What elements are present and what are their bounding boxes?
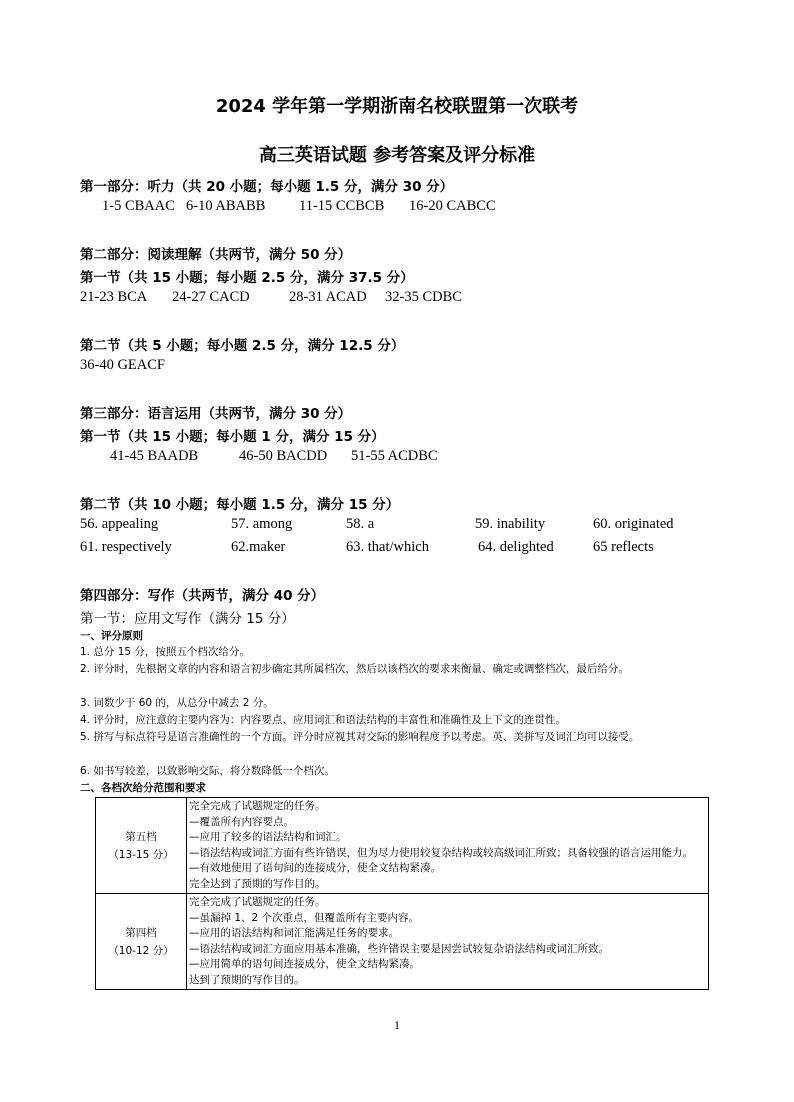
cloze-answer: 56. appealing (80, 516, 159, 532)
level-line: 完全达到了预期的写作目的。 (189, 877, 326, 890)
answer-group: 32-35 CDBC (385, 289, 462, 305)
level-description (187, 894, 709, 990)
level-line: —语法结构或词汇方面有些许错误，但为尽力使用较复杂结构或较高级词汇所致；具备较强的语言运用能力。 (189, 846, 693, 859)
level-name: 第五档 (125, 830, 157, 843)
level-cell (96, 894, 187, 990)
answer-group: 6-10 ABABB (186, 198, 266, 214)
answer-group: 41-45 BAADB (110, 448, 199, 464)
part3-section1-heading: 第一节（共 15 小题；每小题 1 分，满分 15 分） (80, 429, 385, 445)
cloze-answer: 59. inability (475, 516, 546, 532)
part2-section1-heading: 第一节（共 15 小题；每小题 2.5 分，满分 37.5 分） (80, 270, 414, 286)
table-row (96, 894, 709, 990)
answer-group: 46-50 BACDD (239, 448, 328, 464)
cloze-answer: 60. originated (593, 516, 674, 532)
part4-heading: 第四部分：写作（共两节，满分 40 分） (80, 588, 325, 604)
level-description (187, 798, 709, 894)
answer-group: 24-27 CACD (172, 289, 250, 305)
answer-group: 21-23 BCA (80, 289, 148, 305)
answer-group: 51-55 ACDBC (351, 448, 438, 464)
principle-item: 3. 词数少于 60 的，从总分中减去 2 分。 (80, 697, 274, 709)
cloze-answer: 61. respectively (80, 539, 172, 555)
table-row (96, 798, 709, 894)
part3-section1-answers (0, 448, 794, 468)
level-line: —有效地使用了语句间的连接成分，使全文结构紧凑。 (189, 862, 441, 874)
principle-item: 2. 评分时，先根据文章的内容和语言初步确定其所属档次，然后以该档次的要求来衡量、确定或调整档次，最后给分。 (80, 663, 629, 675)
level-line: —应用的语法结构和词汇能满足任务的要求。 (189, 927, 399, 939)
answer-group: 1-5 CBAAC (102, 198, 175, 214)
principle-item: 6. 如书写较差，以致影响交际，将分数降低一个档次。 (80, 765, 335, 777)
document-title: 2024 学年第一学期浙南名校联盟第一次联考 (215, 96, 579, 117)
cloze-answer: 64. delighted (478, 539, 554, 555)
part1-heading: 第一部分：听力（共 20 小题；每小题 1.5 分，满分 30 分） (80, 179, 454, 195)
level-line: —应用了较多的语法结构和词汇。 (189, 831, 347, 843)
part3-section2-row2 (0, 539, 794, 559)
level-line: —应用简单的语句间连接成分，使全文结构紧凑。 (189, 958, 420, 970)
level-cell (96, 798, 187, 894)
answer-group: 28-31 ACAD (289, 289, 367, 305)
level-line: 完全完成了试题规定的任务。 (189, 896, 326, 908)
level-line: —语法结构或词汇方面应用基本准确，些许错误主要是因尝试较复杂语法结构或词汇所致。 (189, 942, 609, 955)
part2-section1-answers (0, 289, 794, 309)
document-subtitle: 高三英语试题 参考答案及评分标准 (258, 145, 536, 166)
page-number: 1 (394, 1018, 400, 1032)
level-range: （10-12 分） (108, 944, 174, 957)
level-line: 达到了预期的写作目的。 (189, 973, 305, 986)
principle-item: 1. 总分 15 分，按照五个档次给分。 (80, 646, 250, 658)
part2-section2-heading: 第二节（共 5 小题；每小题 2.5 分，满分 12.5 分） (80, 338, 405, 354)
cloze-answer: 58. a (346, 516, 375, 532)
level-name: 第四档 (125, 926, 157, 939)
cloze-answer: 63. that/which (346, 539, 429, 555)
level-line: —覆盖所有内容要点。 (189, 815, 294, 828)
principle-item: 5. 拼写与标点符号是语言准确性的一个方面。评分时应视其对交际的影响程度予以考虑。英、美拼写及词汇均可以接受。 (80, 731, 640, 743)
part3-section2-heading: 第二节（共 10 小题；每小题 1.5 分，满分 15 分） (80, 497, 400, 513)
part2-heading: 第二部分：阅读理解（共两节，满分 50 分） (80, 247, 352, 263)
level-range: （13-15 分） (108, 848, 174, 861)
cloze-answer: 62.maker (231, 539, 286, 555)
principles-heading: 一、评分原则 (80, 630, 143, 642)
level-line: —虽漏掉 1、2 个次重点，但覆盖所有主要内容。 (189, 911, 420, 924)
grading-levels-table (95, 797, 709, 990)
cloze-answer: 65 reflects (593, 539, 654, 555)
part4-section1-heading: 第一节：应用文写作（满分 15 分） (80, 611, 295, 627)
answer-group: 36-40 GEACF (80, 357, 165, 373)
answer-group: 16-20 CABCC (409, 198, 496, 214)
part2-section2-answers (0, 357, 794, 377)
level-line: 完全完成了试题规定的任务。 (189, 800, 326, 812)
answer-group: 11-15 CCBCB (299, 198, 385, 214)
part3-heading: 第三部分：语言运用（共两节，满分 30 分） (80, 406, 352, 422)
cloze-answer: 57. among (231, 516, 293, 532)
part1-answers (0, 198, 794, 218)
principle-item: 4. 评分时，应注意的主要内容为：内容要点、应用词汇和语法结构的丰富性和准确性及上下文的连贯性。 (80, 714, 566, 726)
part3-section2-row1 (0, 516, 794, 536)
levels-heading: 二、各档次给分范围和要求 (80, 782, 206, 794)
